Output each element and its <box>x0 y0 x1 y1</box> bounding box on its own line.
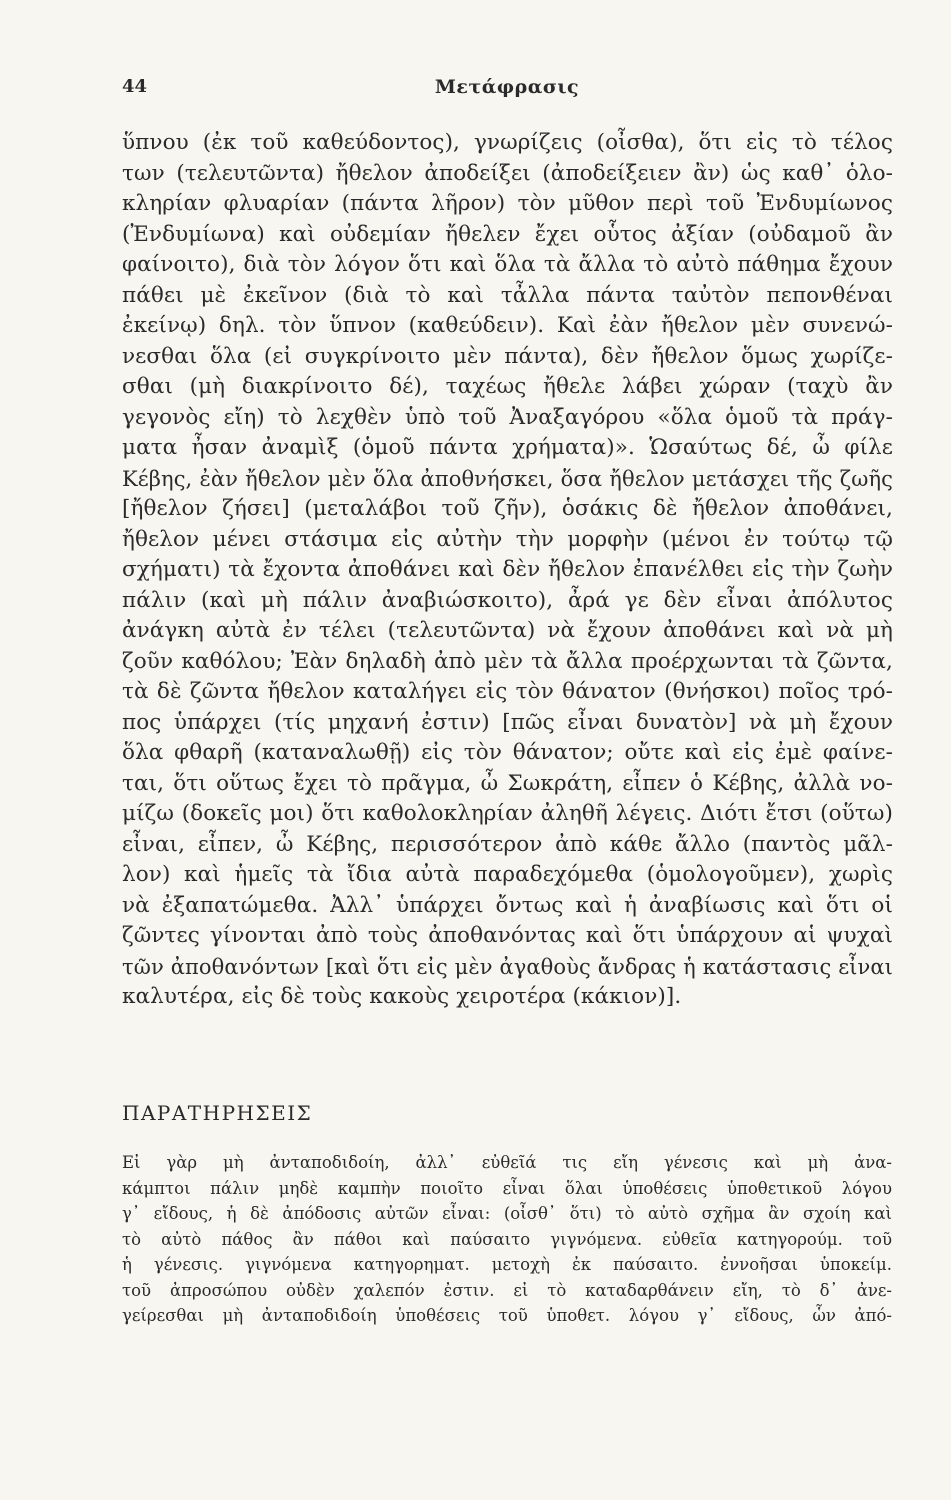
note-line: γείρεσθαι μὴ ἀνταποδιδοίη ὑποθέσεις τοῦ ὑποθετ. λόγου γ᾽ εἴδους, ὧν ἀπό- <box>122 1306 892 1325</box>
text-line: κληρίαν φλυαρίαν (πάντα λῆρον) τὸν μῦθον περὶ τοῦ Ἐνδυμίωνος <box>122 191 893 216</box>
text-line: ἤθελον μένει στάσιμα εἰς αὐτὴν τὴν μορφὴν (μένοι ἐν τούτῳ τῷ <box>122 526 893 552</box>
note-line: τὸ αὐτὸ πάθος ἂν πάθοι καὶ παύσαιτο γιγνόμενα. εὐθεῖα κατηγορούμ. τοῦ <box>122 1229 892 1249</box>
text-line: των (τελευτῶντα) ἤθελον ἀποδείξει (ἀποδείξειεν ἂν) ὡς καθ᾽ ὁλο- <box>122 160 893 186</box>
notes-heading: ΠΑΡΑΤΗΡΗΣΕΙΣ <box>122 1101 313 1125</box>
text-line: ται, ὅτι οὕτως ἔχει τὸ πρᾶγμα, ὦ Σωκράτη, εἶπεν ὁ Κέβης, ἀλλὰ νο- <box>122 770 893 796</box>
notes-text <box>122 1150 892 1329</box>
text-line: πάλιν (καὶ μὴ πάλιν ἀναβιώσκοιτο), ἆρά γε δὲν εἶναι ἀπόλυτος <box>122 587 893 613</box>
text-line: [ἤθελον ζήσει] (μεταλάβοι τοῦ ζῆν), ὁσάκις δὲ ἤθελον ἀποθάνει, <box>122 496 893 521</box>
text-line: ἐκείνῳ) δηλ. τὸν ὕπνον (καθεύδειν). Καὶ ἐὰν ἤθελον μὲν συνενώ- <box>122 313 893 338</box>
note-line: γ᾽ εἴδους, ἡ δὲ ἀπόδοσις αὐτῶν εἶναι: (οἶσθ᾽ ὅτι) τὸ αὐτὸ σχῆμα ἂν σχοίη καὶ <box>122 1204 892 1223</box>
text-line: νεσθαι ὅλα (εἰ συγκρίνοιτο μὲν πάντα), δὲν ἤθελον ὅμως χωρίζε- <box>122 343 893 369</box>
note-line: τοῦ ἀπροσώπου οὐδὲν χαλεπόν ἐστιν. εἰ τὸ καταδαρθάνειν εἴη, τὸ δ᾽ ἀνε- <box>122 1280 892 1300</box>
text-line: ὅλα φθαρῆ (καταναλωθῇ) εἰς τὸν θάνατον; οὔτε καὶ εἰς ἐμὲ φαίνε- <box>122 740 893 765</box>
text-line: Κέβης, ἐὰν ἤθελον μὲν ὅλα ἀποθνήσκει, ὅσα ἤθελον μετάσχει τῆς ζωῆς <box>122 466 893 491</box>
running-title: Μετάφρασις <box>434 76 580 98</box>
translation-text <box>122 128 893 1013</box>
text-line: πος ὑπάρχει (τίς μηχανή ἐστιν) [πῶς εἶναι δυνατὸν] νὰ μὴ ἔχουν <box>122 709 893 735</box>
note-line: Εἰ γὰρ μὴ ἀνταποδιδοίη, ἀλλ᾽ εὐθεῖά τις εἴη γένεσις καὶ μὴ ἀνα- <box>122 1153 892 1172</box>
text-line: πάθει μὲ ἐκεῖνον (διὰ τὸ καὶ τἆλλα πάντα ταὐτὸν πεπονθέναι <box>122 282 893 308</box>
text-line: λον) καὶ ἡμεῖς τὰ ἴδια αὐτὰ παραδεχόμεθα (ὁμολογοῦμεν), χωρὶς <box>122 862 893 887</box>
text-line: ματα ἦσαν ἀναμὶξ (ὁμοῦ πάντα χρήματα)». Ὡσαύτως δέ, ὦ φίλε <box>122 435 893 460</box>
text-line: νὰ ἐξαπατώμεθα. Ἀλλ᾽ ὑπάρχει ὄντως καὶ ἡ ἀναβίωσις καὶ ὅτι οἱ <box>122 892 893 918</box>
text-line: τῶν ἀποθανόντων [καὶ ὅτι εἰς μὲν ἀγαθοὺς ἄνδρας ἡ κατάστασις εἶναι <box>122 954 893 979</box>
text-line: ὕπνου (ἐκ τοῦ καθεύδοντος), γνωρίζεις (οἶσθα), ὅτι εἰς τὸ τέλος <box>122 130 893 155</box>
text-line: σθαι (μὴ διακρίνοιτο δέ), ταχέως ἤθελε λάβει χώραν (ταχὺ ἂν <box>122 374 893 399</box>
text-line: γεγονὸς εἴη) τὸ λεχθὲν ὑπὸ τοῦ Ἀναξαγόρου «ὅλα ὁμοῦ τὰ πράγ- <box>122 404 893 430</box>
note-line: κάμπτοι πάλιν μηδὲ καμπὴν ποιοῖτο εἶναι ὅλαι ὑποθέσεις ὑποθετικοῦ λόγου <box>122 1178 892 1198</box>
text-line: ἀνάγκη αὐτὰ ἐν τέλει (τελευτῶντα) νὰ ἔχουν ἀποθάνει καὶ νὰ μὴ <box>122 618 893 643</box>
text-line: ζοῦν καθόλου; Ἐὰν δηλαδὴ ἀπὸ μὲν τὰ ἄλλα προέρχωνται τὰ ζῶντα, <box>122 648 893 674</box>
text-line: μίζω (δοκεῖς μοι) ὅτι καθολοκληρίαν ἀληθῆ λέγεις. Διότι ἔτσι (οὕτω) <box>122 801 893 826</box>
text-line: ζῶντες γίνονται ἀπὸ τοὺς ἀποθανόντας καὶ ὅτι ὑπάρχουν αἱ ψυχαὶ <box>122 923 893 948</box>
text-line: εἶναι, εἶπεν, ὦ Κέβης, περισσότερον ἀπὸ κάθε ἄλλο (παντὸς μᾶλ- <box>122 831 893 857</box>
text-line-last: καλυτέρα, εἰς δὲ τοὺς κακοὺς χειροτέρα (κάκιον)]. <box>122 984 682 1009</box>
text-line: τὰ δὲ ζῶντα ἤθελον καταλήγει εἰς τὸν θάνατον (θνήσκοι) ποῖος τρό- <box>122 679 893 704</box>
page-header <box>122 76 892 100</box>
text-line: σχήματι) τὰ ἔχοντα ἀποθάνει καὶ δὲν ἤθελον ἐπανέλθει εἰς τὴν ζωὴν <box>122 557 893 582</box>
page-number: 44 <box>122 76 148 97</box>
note-line: ἡ γένεσις. γιγνόμενα κατηγορηματ. μετοχὴ ἐκ παύσαιτο. ἐννοῆσαι ὑποκείμ. <box>122 1255 892 1274</box>
text-line: (Ἐνδυμίωνα) καὶ οὐδεμίαν ἤθελεν ἔχει οὗτος ἀξίαν (οὐδαμοῦ ἂν <box>122 221 893 247</box>
text-line: φαίνοιτο), διὰ τὸν λόγον ὅτι καὶ ὅλα τὰ ἄλλα τὸ αὐτὸ πάθημα ἔχουν <box>122 252 893 277</box>
